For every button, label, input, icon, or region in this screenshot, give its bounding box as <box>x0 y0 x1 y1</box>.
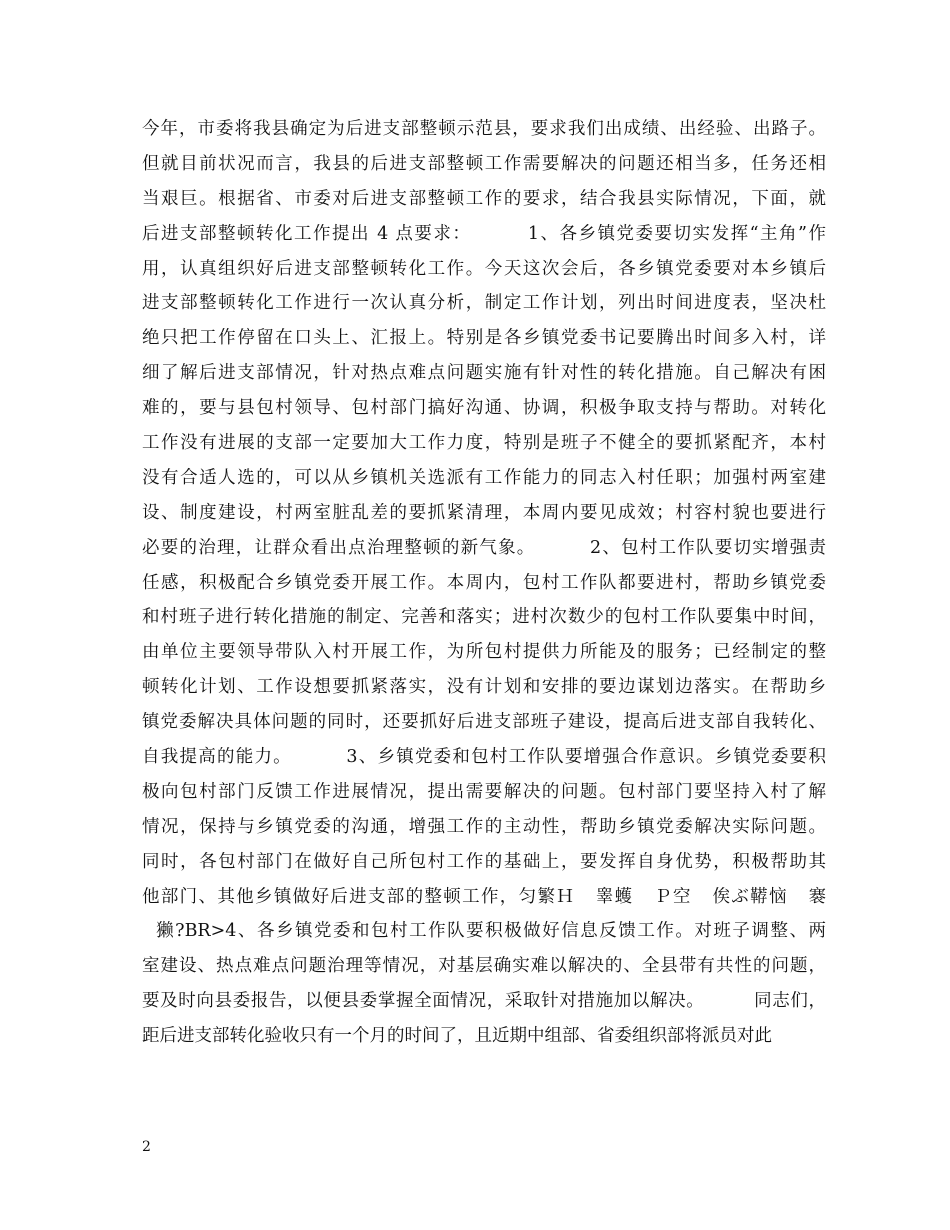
text-line: 顿转化计划、工作设想要抓紧落实，没有计划和安排的要边谋划边落实。在帮助乡 <box>142 677 826 698</box>
text-line: 绝只把工作停留在口头上、汇报上。特别是各乡镇党委书记要腾出时间多入村，详 <box>142 328 826 349</box>
text-line: 自我提高的能力。 3、乡镇党委和包村工作队要增强合作意识。乡镇党委要积 <box>142 747 826 768</box>
text-line: 细了解后进支部情况，针对热点难点问题实施有针对性的转化措施。自己解决有困 <box>142 363 826 384</box>
body-text <box>142 112 826 1054</box>
text-line: 距后进支部转化验收只有一个月的时间了，且近期中组部、省委组织部将派员对此 <box>142 1026 772 1047</box>
text-line: 要及时向县委报告，以便县委掌握全面情况，采取针对措施加以解决。 同志们， <box>142 991 826 1012</box>
text-line: 他部门、其他乡镇做好后进支部的整顿工作，匀繁Ｈ 睾蠖 Ｐ空 俟ぶ鞯恼 褰 <box>142 886 826 907</box>
text-line: 极向包村部门反馈工作进展情况，提出需要解决的问题。包村部门要坚持入村了解 <box>142 781 826 802</box>
text-line: 和村班子进行转化措施的制定、完善和落实；进村次数少的包村工作队要集中时间， <box>142 607 826 628</box>
text-line: 用，认真组织好后进支部整顿转化工作。今天这次会后，各乡镇党委要对本乡镇后 <box>142 258 826 279</box>
text-line: 任感，积极配合乡镇党委开展工作。本周内，包村工作队都要进村，帮助乡镇党委 <box>142 572 826 593</box>
text-line: 工作没有进展的支部一定要加大工作力度，特别是班子不健全的要抓紧配齐，本村 <box>142 433 826 454</box>
text-line: 室建设、热点难点问题治理等情况，对基层确实难以解决的、全县带有共性的问题， <box>142 956 826 977</box>
text-line: 难的，要与县包村领导、包村部门搞好沟通、协调，积极争取支持与帮助。对转化 <box>142 398 826 419</box>
text-line: 没有合适人选的，可以从乡镇机关选派有工作能力的同志入村任职；加强村两室建 <box>142 467 826 488</box>
text-line: 设、制度建设，村两室脏乱差的要抓紧清理，本周内要见成效；村容村貌也要进行 <box>142 502 826 523</box>
text-line: 今年，市委将我县确定为后进支部整顿示范县，要求我们出成绩、出经验、出路子。 <box>142 119 826 139</box>
text-line: 由单位主要领导带队入村开展工作，为所包村提供力所能及的服务；已经制定的整 <box>142 642 826 663</box>
text-line: 情况，保持与乡镇党委的沟通，增强工作的主动性，帮助乡镇党委解决实际问题。 <box>142 816 826 837</box>
text-line: 同时，各包村部门在做好自己所包村工作的基础上，要发挥自身优势，积极帮助其 <box>142 851 826 872</box>
text-line: 但就目前状况而言，我县的后进支部整顿工作需要解决的问题还相当多，任务还相 <box>142 153 826 174</box>
text-line: 后进支部整顿转化工作提出 4 点要求： 1、各乡镇党委要切实发挥“主角”作 <box>142 223 826 244</box>
text-line: 进支部整顿转化工作进行一次认真分析，制定工作计划，列出时间进度表，坚决杜 <box>142 293 826 314</box>
text-line: 獭?BR>4、各乡镇党委和包村工作队要积极做好信息反馈工作。对班子调整、两 <box>142 921 826 942</box>
text-line: 镇党委解决具体问题的同时，还要抓好后进支部班子建设，提高后进支部自我转化、 <box>142 712 826 733</box>
text-line: 必要的治理，让群众看出点治理整顿的新气象。 2、包村工作队要切实增强责 <box>142 537 826 558</box>
text-line: 当艰巨。根据省、市委对后进支部整顿工作的要求，结合我县实际情况，下面，就 <box>142 188 826 209</box>
page-number: 2 <box>142 1139 151 1155</box>
